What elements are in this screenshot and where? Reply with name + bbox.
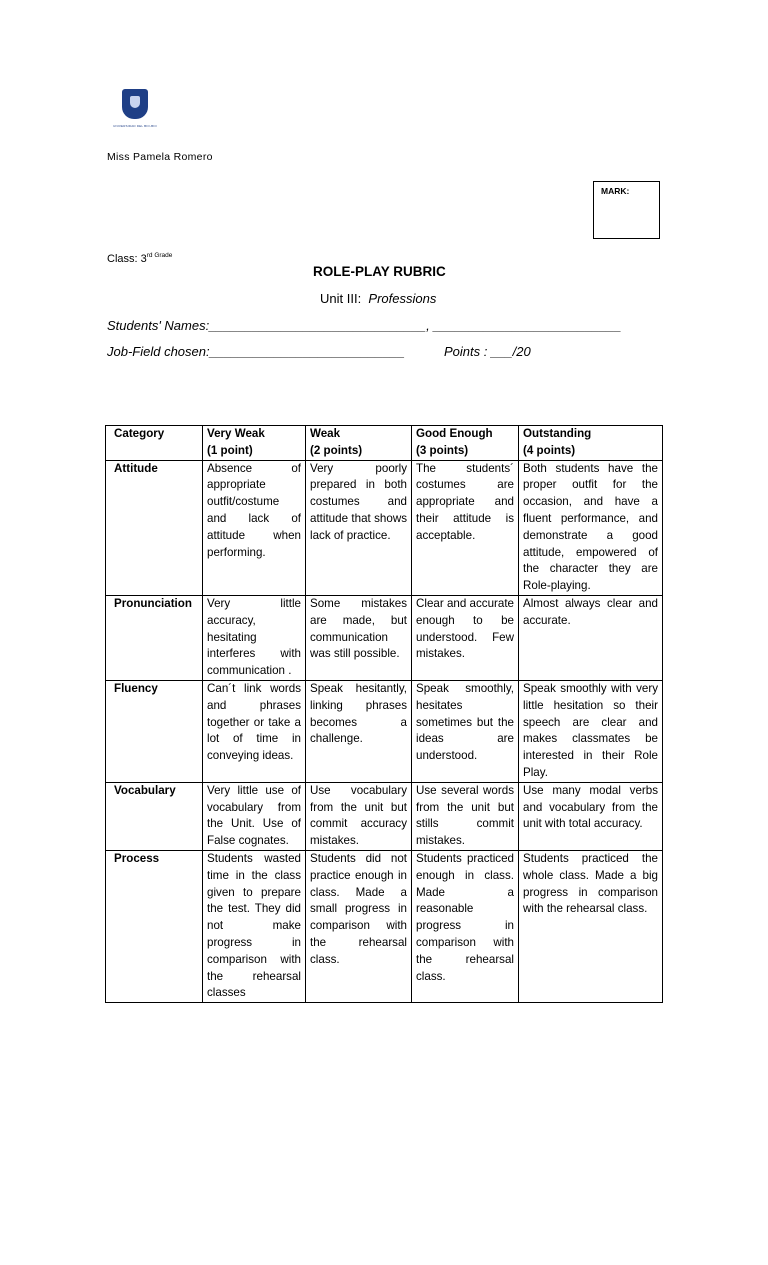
points-line: Points : ___/20 bbox=[444, 344, 531, 359]
good-enough-cell: Clear and accurate enough to be understood. Few mistakes. bbox=[412, 595, 519, 680]
header-good-enough bbox=[412, 426, 519, 461]
class-grade-superscript: rd Grade bbox=[146, 252, 173, 259]
category-cell: Process bbox=[106, 850, 203, 1002]
header-very-weak-points: (1 point) bbox=[207, 443, 253, 457]
rubric-row-fluency bbox=[106, 680, 663, 782]
class-line bbox=[107, 252, 172, 265]
students-names-field: Students' Names:______________________________, __________________________ bbox=[107, 318, 622, 333]
class-label: Class: 3 bbox=[107, 253, 147, 265]
good-enough-cell: The students´ costumes are appropriate and their attitude is acceptable. bbox=[412, 460, 519, 595]
header-weak-points: (2 points) bbox=[310, 443, 363, 457]
outstanding-cell: Both students have the proper outfit for the occasion, and have a fluent performance, and demonstrate a good attitude, empowered of the character they are Role-playing. bbox=[519, 460, 663, 595]
category-cell: Attitude bbox=[106, 460, 203, 595]
page-title: ROLE-PLAY RUBRIC bbox=[313, 264, 446, 279]
unit-prefix: Unit III: bbox=[320, 291, 362, 306]
very-weak-cell: Very little accuracy, hesitating interferes with communication . bbox=[203, 595, 306, 680]
very-weak-cell: Absence of appropriate outfit/costume and lack of attitude when performing. bbox=[203, 460, 306, 595]
outstanding-cell: Use many modal verbs and vocabulary from the unit with total accuracy. bbox=[519, 782, 663, 850]
university-logo bbox=[105, 89, 165, 131]
rubric-row-attitude bbox=[106, 460, 663, 595]
header-very-weak-label: Very Weak bbox=[207, 427, 265, 440]
very-weak-cell: Can´t link words and phrases together or take a lot of time in conveying ideas. bbox=[203, 680, 306, 782]
header-outstanding bbox=[519, 426, 663, 461]
header-good-enough-label: Good Enough bbox=[416, 427, 493, 440]
header-very-weak bbox=[203, 426, 306, 461]
weak-cell: Some mistakes are made, but communication was still possible. bbox=[306, 595, 412, 680]
header-category bbox=[106, 426, 203, 461]
rubric-table bbox=[105, 425, 663, 1003]
good-enough-cell: Use several words from the unit but stills commit mistakes. bbox=[412, 782, 519, 850]
weak-cell: Students did not practice enough in class. Made a small progress in comparison with the rehearsal class. bbox=[306, 850, 412, 1002]
outstanding-cell: Students practiced the whole class. Made a big progress in comparison with the rehearsal class. bbox=[519, 850, 663, 1002]
header-outstanding-label: Outstanding bbox=[523, 427, 592, 440]
category-cell: Fluency bbox=[106, 680, 203, 782]
unit-name: Professions bbox=[368, 291, 437, 306]
mark-box bbox=[593, 181, 660, 239]
job-field-line: Job-Field chosen:___________________________ bbox=[107, 344, 405, 359]
rubric-row-pronunciation bbox=[106, 595, 663, 680]
teacher-name: Miss Pamela Romero bbox=[107, 151, 213, 163]
header-category-label: Category bbox=[114, 427, 165, 440]
category-cell: Pronunciation bbox=[106, 595, 203, 680]
header-good-enough-points: (3 points) bbox=[416, 443, 469, 457]
weak-cell: Use vocabulary from the unit but commit accuracy mistakes. bbox=[306, 782, 412, 850]
weak-cell: Speak hesitantly, linking phrases becomes a challenge. bbox=[306, 680, 412, 782]
very-weak-cell: Very little use of vocabulary from the Unit. Use of False cognates. bbox=[203, 782, 306, 850]
header-weak bbox=[306, 426, 412, 461]
very-weak-cell: Students wasted time in the class given to prepare the test. They did not make progress in comparison with the rehearsal classes bbox=[203, 850, 306, 1002]
weak-cell: Very poorly prepared in both costumes and attitude that shows lack of practice. bbox=[306, 460, 412, 595]
unit-line bbox=[320, 291, 436, 306]
outstanding-cell: Almost always clear and accurate. bbox=[519, 595, 663, 680]
header-outstanding-points: (4 points) bbox=[523, 443, 576, 457]
logo-caption: UNIVERSIDAD DEL BIO-BIO bbox=[113, 124, 157, 128]
category-cell: Vocabulary bbox=[106, 782, 203, 850]
rubric-row-process bbox=[106, 850, 663, 1002]
rubric-row-vocabulary bbox=[106, 782, 663, 850]
outstanding-cell: Speak smoothly with very little hesitation so their speech are clear and makes classmates be interested in their Role Play. bbox=[519, 680, 663, 782]
rubric-header-row bbox=[106, 426, 663, 461]
mark-label: MARK: bbox=[601, 186, 630, 196]
header-weak-label: Weak bbox=[310, 427, 341, 440]
shield-icon bbox=[122, 89, 148, 119]
good-enough-cell: Students practiced enough in class. Made a reasonable progress in comparison with the rehearsal class. bbox=[412, 850, 519, 1002]
good-enough-cell: Speak smoothly, hesitates sometimes but the ideas are understood. bbox=[412, 680, 519, 782]
